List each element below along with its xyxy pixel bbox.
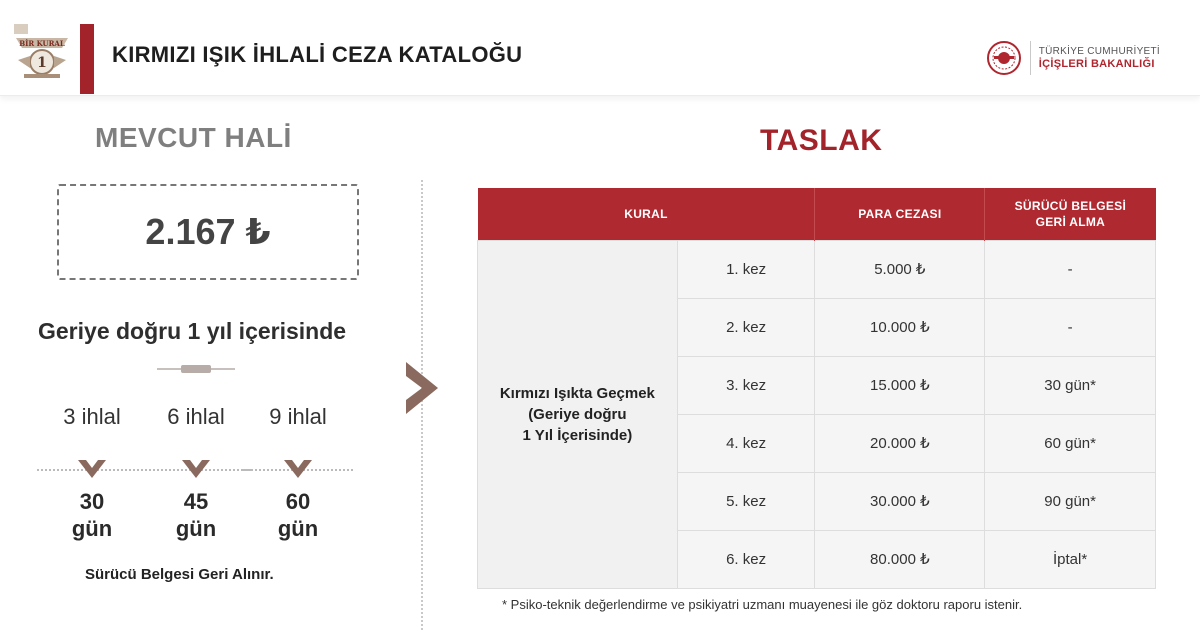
tier-label: 9 ihlal — [269, 404, 327, 429]
tier-unit: gün — [71, 516, 113, 541]
fine-cell: 15.000 ₺ — [815, 356, 985, 414]
tier-label: 3 ihlal — [63, 404, 121, 429]
ministry-separator — [1030, 41, 1031, 75]
occurrence-cell: 3. kez — [677, 356, 815, 414]
tier-unit: gün — [277, 516, 319, 541]
occurrence-cell: 2. kez — [677, 298, 815, 356]
license-cell: - — [985, 240, 1156, 298]
tier-unit: gün — [175, 516, 217, 541]
tier-days: 60 — [285, 489, 311, 514]
current-title: MEVCUT HALİ — [95, 122, 292, 153]
accent-bar — [80, 24, 94, 94]
chevron-down-icon — [282, 456, 314, 482]
draft-title: TASLAK — [760, 124, 883, 157]
divider-ornament — [181, 365, 211, 373]
ministry-line2: İÇİŞLERİ BAKANLIĞI — [1038, 58, 1155, 70]
tier-days: 30 — [79, 489, 105, 514]
fine-cell: 5.000 ₺ — [815, 240, 985, 298]
license-header-line2: GERİ ALMA — [1035, 214, 1106, 229]
license-cell: 90 gün* — [985, 472, 1156, 530]
tier-label: 6 ihlal — [167, 404, 225, 429]
tier-6-violations — [141, 404, 251, 541]
tier-9-violations — [243, 404, 353, 541]
rule-line1: Kırmızı Işıkta Geçmek — [499, 384, 655, 402]
license-cell: İptal* — [985, 530, 1156, 588]
column-header-license — [985, 188, 1156, 240]
fine-cell: 10.000 ₺ — [815, 298, 985, 356]
license-cell: 30 gün* — [985, 356, 1156, 414]
current-price-box — [57, 184, 359, 280]
license-revoked-note: Sürücü Belgesi Geri Alınır. — [85, 566, 274, 583]
license-cell: 60 gün* — [985, 414, 1156, 472]
table-row — [478, 240, 1156, 298]
column-header-rule: KURAL — [478, 188, 815, 240]
rule-line3: 1 Yıl İçerisinde) — [522, 426, 633, 444]
current-period-text: Geriye doğru 1 yıl içerisinde — [38, 318, 347, 344]
occurrence-cell: 4. kez — [677, 414, 815, 472]
tier-3-violations — [37, 404, 147, 541]
ministry-text — [1039, 45, 1160, 71]
license-cell: - — [985, 298, 1156, 356]
current-price: 2.167 ₺ — [145, 211, 271, 252]
column-header-fine: PARA CEZASI — [815, 188, 985, 240]
fine-cell: 30.000 ₺ — [815, 472, 985, 530]
svg-text:1: 1 — [37, 55, 47, 71]
footnote: * Psiko-teknik değerlendirme ve psikiyatri uzmanı muayenesi ile göz doktoru raporu istenir. — [502, 597, 1023, 612]
occurrence-cell: 6. kez — [677, 530, 815, 588]
fine-cell: 20.000 ₺ — [815, 414, 985, 472]
table-header-row — [478, 188, 1156, 240]
occurrence-cell: 5. kez — [677, 472, 815, 530]
bir-kural-logo-icon — [12, 22, 72, 82]
ministry-line1: TÜRKİYE CUMHURİYETİ — [1038, 46, 1160, 57]
rule-cell — [478, 240, 678, 588]
occurrence-cell: 1. kez — [677, 240, 815, 298]
page-header — [0, 0, 1200, 96]
chevron-down-icon — [76, 456, 108, 482]
ministry-brand — [986, 40, 1160, 76]
penalty-table — [477, 188, 1156, 589]
chevron-down-icon — [180, 456, 212, 482]
tier-days: 45 — [183, 489, 209, 514]
license-header-line1: SÜRÜCÜ BELGESİ — [1014, 198, 1127, 213]
fine-cell: 80.000 ₺ — [815, 530, 985, 588]
ministry-emblem-icon — [986, 40, 1022, 76]
page-title: KIRMIZI IŞIK İHLALİ CEZA KATALOĞU — [112, 42, 523, 67]
chevron-right-icon — [402, 360, 442, 416]
logo-text: BİR KURAL — [19, 39, 65, 48]
rule-line2: (Geriye doğru — [528, 405, 627, 423]
